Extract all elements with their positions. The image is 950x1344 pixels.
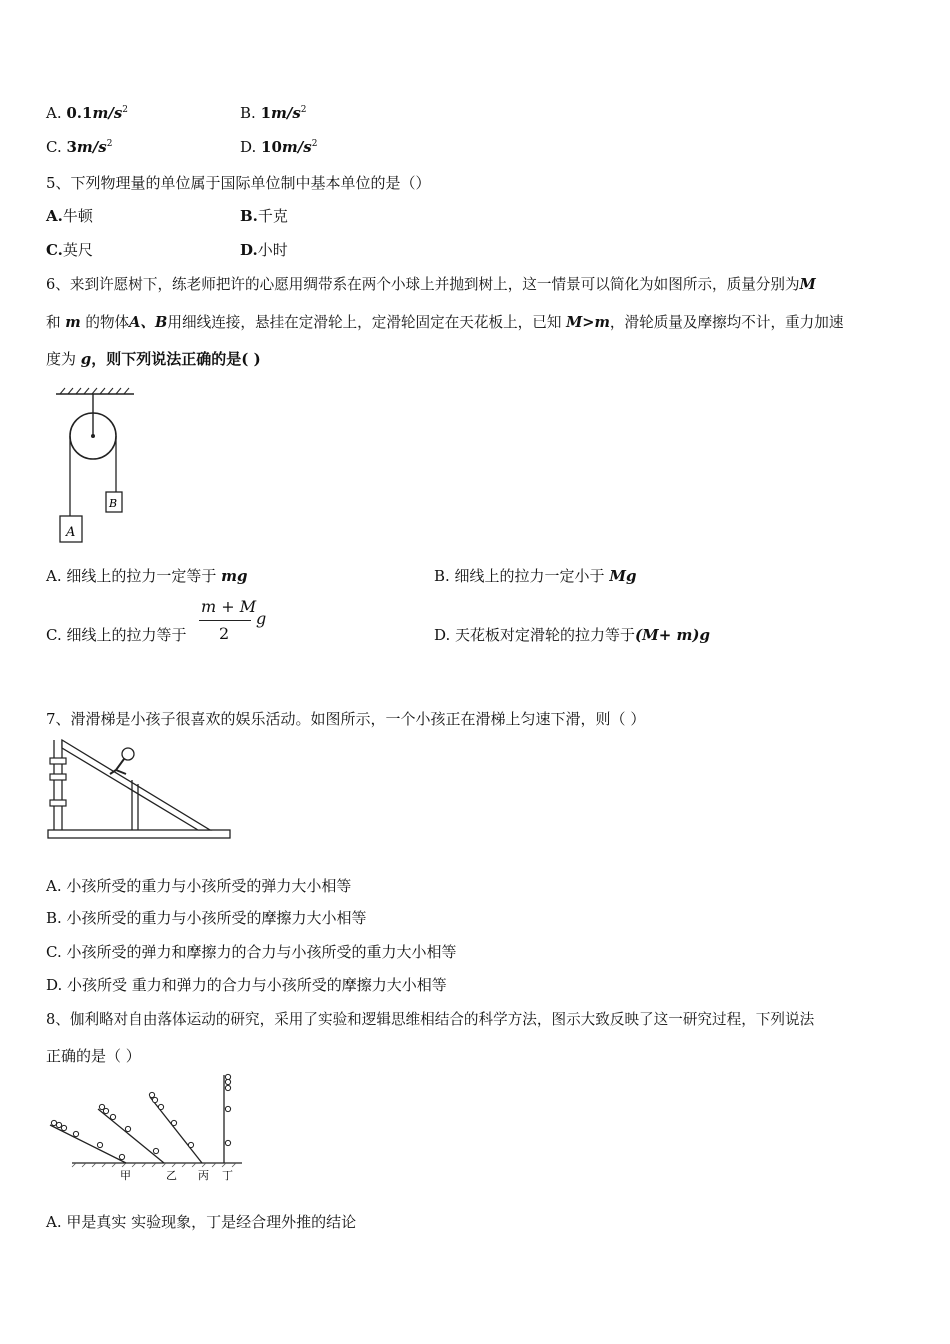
q6-option-c-g: g	[256, 609, 267, 628]
q5-option-b[interactable]	[240, 205, 288, 226]
q6-option-c[interactable]	[46, 624, 186, 645]
q5-option-c[interactable]	[46, 239, 93, 260]
q4-option-a-label: A.	[46, 104, 67, 122]
q6-option-c-denominator: 2	[219, 624, 230, 643]
q7-stem: 7、滑滑梯是小孩子很喜欢的娱乐活动。如图所示，一个小孩正在滑梯上匀速下滑，则（ ）	[46, 710, 646, 728]
q6-line2-c: 用细线连接，悬挂在定滑轮上，定滑轮固定在天花板上，已知	[167, 314, 562, 331]
q5-option-d[interactable]	[240, 239, 288, 260]
q4-option-d-unit: m/s	[281, 138, 312, 156]
q4-option-c-label: C.	[46, 138, 67, 156]
slide-figure	[46, 736, 236, 846]
fig-label-bing: 丙	[198, 1169, 209, 1182]
q6-option-a-text: A. 细线上的拉力一定等于	[46, 567, 217, 585]
q6-option-b-expr: Mg	[609, 567, 637, 585]
q6-line3-a: 度为	[46, 350, 77, 368]
q6-line2-b: 的物体	[85, 314, 130, 331]
q6-option-d-expr: (M+ m)g	[635, 626, 710, 644]
q7-option-a[interactable]: A. 小孩所受的重力与小孩所受的弹力大小相等	[46, 877, 352, 895]
q4-option-b[interactable]	[240, 104, 307, 122]
q8-stem-line-1: 8、伽利略对自由落体运动的研究，采用了实验和逻辑思维相结合的科学方法，图示大致反映了这一研究过程，下列说法	[46, 1011, 815, 1028]
q6-option-c-numerator: m + M	[201, 597, 257, 616]
q6-stem-line-1	[46, 273, 816, 294]
child-head	[122, 748, 134, 760]
q4-option-d[interactable]	[240, 138, 317, 156]
q6-stem-line-3	[46, 348, 261, 369]
q4-option-c-unit: m/s	[76, 138, 107, 156]
q4-option-d-value: 10	[261, 138, 282, 156]
q5-option-c-label: C.	[46, 241, 63, 259]
block-b-label: B	[109, 497, 118, 510]
q5-option-a[interactable]	[46, 205, 93, 226]
q4-option-a-value: 0.1	[66, 104, 93, 122]
q4-option-b-value: 1	[260, 104, 271, 122]
q4-option-d-label: D.	[240, 138, 262, 156]
q8-stem-line-2: 正确的是（ ）	[46, 1047, 141, 1065]
q4-option-b-label: B.	[240, 104, 261, 122]
fig-label-jia: 甲	[120, 1169, 131, 1182]
q6-line2-a: 和	[46, 314, 61, 331]
fig-label-ding: 丁	[222, 1169, 233, 1182]
q5-option-d-text: 小时	[257, 241, 288, 259]
q6-option-d[interactable]	[434, 624, 710, 645]
q4-option-c[interactable]	[46, 138, 112, 156]
q5-option-a-text: 牛顿	[62, 207, 93, 225]
q6-option-c-text: C. 细线上的拉力等于	[46, 626, 187, 644]
q6-condition: M>m	[566, 314, 610, 331]
q6-line2-d: ，滑轮质量及摩擦均不计，重力加速	[609, 314, 844, 331]
q8-option-a[interactable]: A. 甲是真实 实验现象，丁是经合理外推的结论	[46, 1213, 357, 1231]
q7-option-c[interactable]: C. 小孩所受的弹力和摩擦力的合力与小孩所受的重力大小相等	[46, 943, 457, 961]
q6-var-g: g	[80, 350, 92, 368]
q4-option-c-value: 3	[66, 138, 77, 156]
q5-option-c-text: 英尺	[62, 241, 93, 259]
q5-stem: 5、下列物理量的单位属于国际单位制中基本单位的是（）	[46, 174, 431, 192]
q6-option-b[interactable]	[434, 565, 636, 586]
q6-option-b-text: B. 细线上的拉力一定小于	[434, 567, 605, 585]
fig-label-yi: 乙	[166, 1169, 177, 1182]
q6-stem-line-2	[46, 311, 843, 332]
q4-option-d-exp: 2	[311, 139, 318, 149]
q4-option-b-exp: 2	[300, 105, 307, 115]
q4-option-a-exp: 2	[122, 105, 129, 115]
q6-option-a-expr: mg	[221, 567, 248, 585]
q4-option-b-unit: m/s	[271, 104, 301, 122]
pulley-figure	[50, 386, 150, 546]
q7-option-d[interactable]: D. 小孩所受 重力和弹力的合力与小孩所受的摩擦力大小相等	[46, 976, 447, 994]
q6-var-AB: A、B	[129, 314, 168, 331]
q5-option-b-label: B.	[240, 207, 258, 225]
q5-option-b-text: 千克	[257, 207, 288, 225]
galileo-figure	[46, 1073, 246, 1183]
q5-option-d-label: D.	[240, 241, 258, 259]
block-a-label: A	[66, 525, 76, 540]
q7-option-b[interactable]: B. 小孩所受的重力与小孩所受的摩擦力大小相等	[46, 909, 367, 927]
q6-var-M: M	[799, 276, 816, 293]
q5-option-a-label: A.	[46, 207, 63, 225]
q6-line3-b: ，则下列说法正确的是( )	[91, 350, 261, 368]
q4-option-c-exp: 2	[106, 139, 113, 149]
q6-option-a[interactable]	[46, 565, 248, 586]
q4-option-a[interactable]	[46, 104, 128, 122]
q6-option-d-text: D. 天花板对定滑轮的拉力等于	[434, 626, 636, 644]
q6-var-m: m	[65, 314, 81, 331]
q6-stem-line-1-text: 6、来到许愿树下，练老师把许的心愿用绸带系在两个小球上并抛到树上，这一情景可以简化为如图所示，质量分别为	[46, 276, 800, 293]
q6-option-c-fraction-bar	[199, 620, 251, 621]
q4-option-a-unit: m/s	[92, 104, 123, 122]
